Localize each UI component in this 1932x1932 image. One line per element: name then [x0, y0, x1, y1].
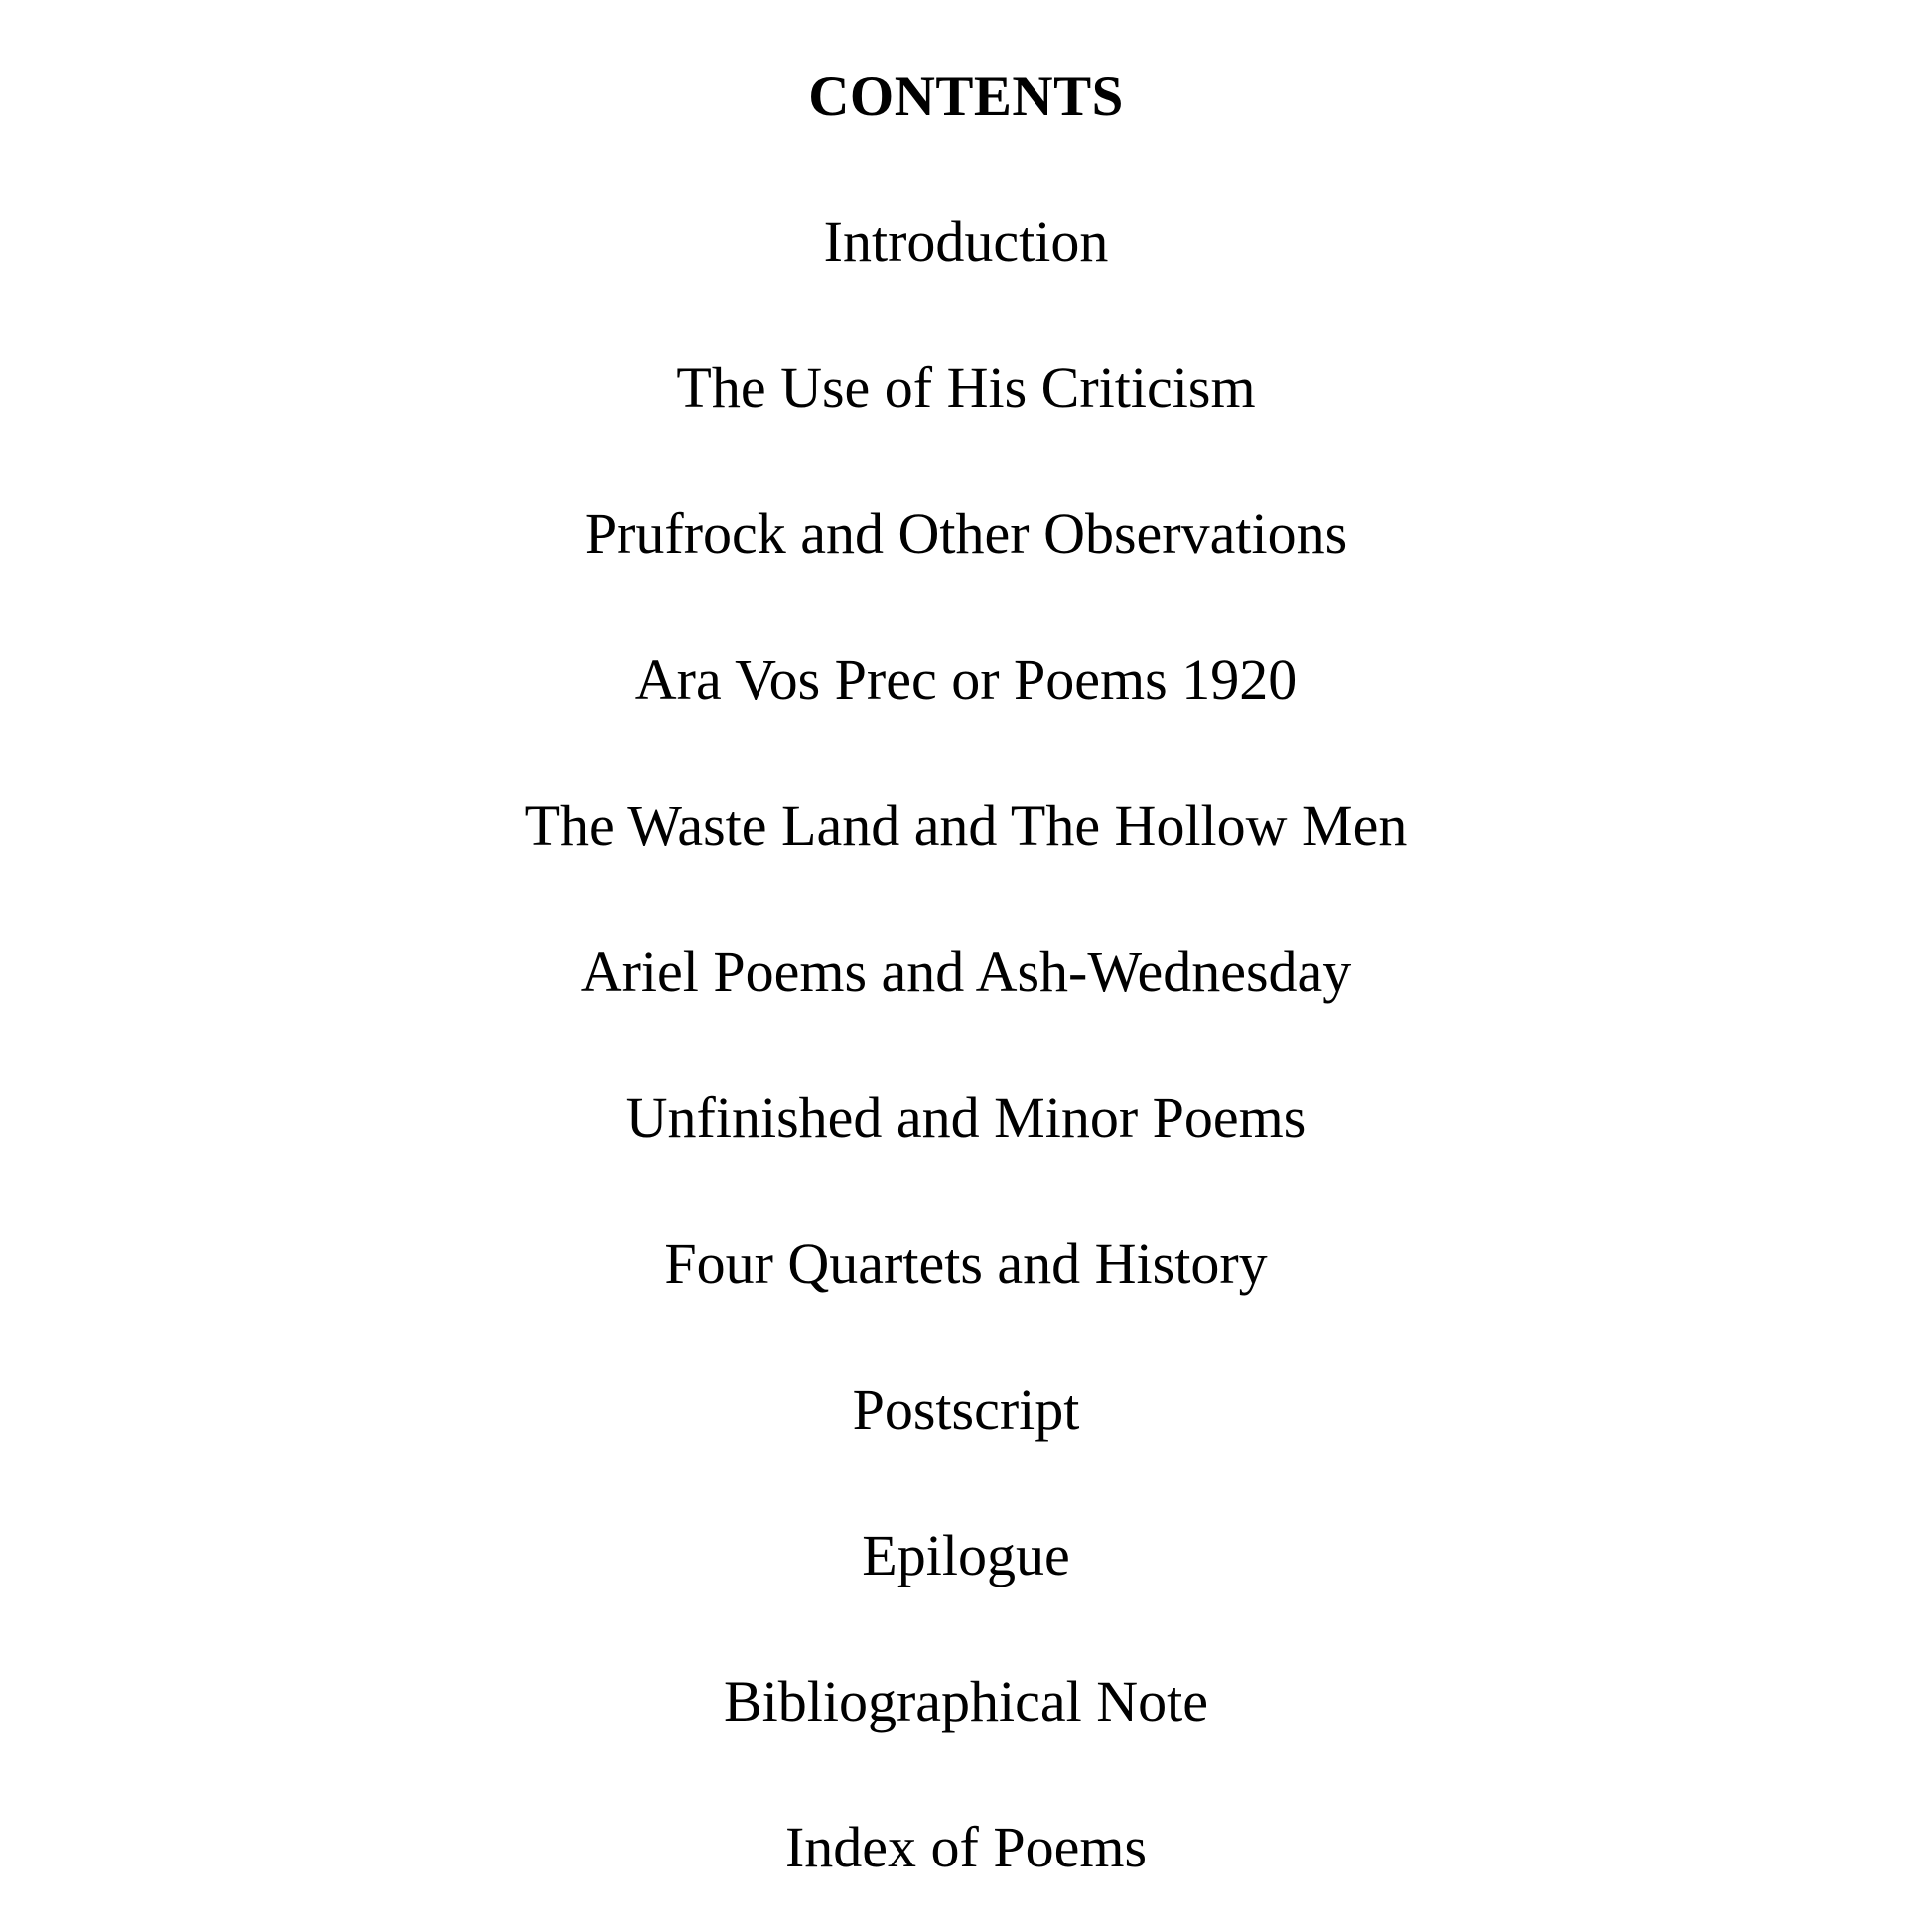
- toc-entry-unfinished-minor-poems[interactable]: Unfinished and Minor Poems: [625, 1085, 1307, 1150]
- toc-entry-epilogue[interactable]: Epilogue: [862, 1523, 1070, 1587]
- toc-entry-ariel-poems[interactable]: Ariel Poems and Ash-Wednesday: [580, 939, 1352, 1004]
- toc-entry-four-quartets[interactable]: Four Quartets and History: [664, 1231, 1268, 1296]
- toc-entry-introduction[interactable]: Introduction: [823, 209, 1109, 274]
- toc-entry-use-of-his-criticism[interactable]: The Use of His Criticism: [676, 355, 1256, 420]
- toc-entry-postscript[interactable]: Postscript: [852, 1377, 1080, 1442]
- toc-entry-bibliographical-note[interactable]: Bibliographical Note: [723, 1669, 1209, 1733]
- toc-entry-index-of-poems[interactable]: Index of Poems: [784, 1815, 1148, 1879]
- toc-entry-waste-land[interactable]: The Waste Land and The Hollow Men: [524, 793, 1408, 858]
- toc-entry-ara-vos-prec[interactable]: Ara Vos Prec or Poems 1920: [634, 647, 1298, 712]
- toc-entry-prufrock[interactable]: Prufrock and Other Observations: [584, 501, 1348, 566]
- page-title: CONTENTS: [808, 66, 1124, 128]
